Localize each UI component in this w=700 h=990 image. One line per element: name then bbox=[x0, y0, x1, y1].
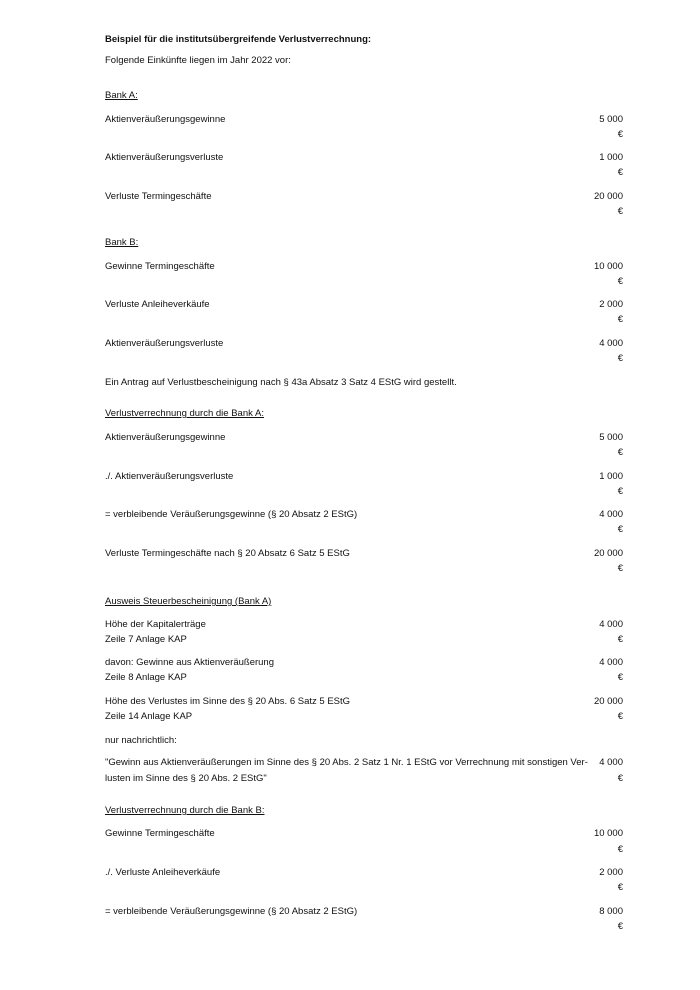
ausweis-quote-line: "Gewinn aus Aktienveräußerungen im Sinne des § 20 Abs. 2 Satz 1 Nr. 1 EStG vor Verrechnung mit sonstigen Ver- bbox=[105, 757, 588, 768]
ausweis-row-label: Höhe der Kapitalerträge bbox=[105, 619, 206, 630]
verrechnung-a-row-label: Aktienveräußerungsgewinne bbox=[105, 432, 226, 443]
ausweis-row-value: 4 000 bbox=[599, 619, 623, 630]
currency-symbol: € bbox=[617, 634, 623, 645]
currency-symbol: € bbox=[617, 447, 623, 458]
verrechnung-a-row-value: 1 000 bbox=[599, 471, 623, 482]
ausweis-row-label: Höhe des Verlustes im Sinne des § 20 Abs. 6 Satz 5 EStG bbox=[105, 696, 351, 707]
bank-b-row-value: 2 000 bbox=[599, 299, 623, 310]
ausweis-heading: Ausweis Steuerbescheinigung (Bank A) bbox=[105, 596, 272, 607]
currency-symbol: € bbox=[617, 167, 623, 178]
verrechnung-b-row-value: 10 000 bbox=[593, 828, 623, 839]
bank-a-row-value: 1 000 bbox=[599, 152, 623, 163]
ausweis-row-sub: Zeile 7 Anlage KAP bbox=[105, 634, 187, 645]
bank-b-row-label: Aktienveräußerungsverluste bbox=[105, 338, 224, 349]
verrechnung-b-row-value: 8 000 bbox=[599, 906, 623, 917]
bank-b-row-label: Verluste Anleiheverkäufe bbox=[105, 299, 210, 310]
verrechnung-a-row-value: 20 000 bbox=[593, 548, 623, 559]
currency-symbol: € bbox=[617, 353, 623, 364]
verrechnung-b-row-label: Gewinne Termingeschäfte bbox=[105, 828, 215, 839]
antrag-text: Ein Antrag auf Verlustbescheinigung nach § 43a Absatz 3 Satz 4 EStG wird gestellt. bbox=[105, 377, 457, 388]
ausweis-quote-line: lusten im Sinne des § 20 Abs. 2 EStG" bbox=[105, 773, 267, 784]
verrechnung-a-row-label: = verbleibende Veräußerungsgewinne (§ 20 Absatz 2 EStG) bbox=[105, 509, 358, 520]
bank-a-row-label: Aktienveräußerungsverluste bbox=[105, 152, 224, 163]
currency-symbol: € bbox=[617, 711, 623, 722]
verrechnung-a-row-label: Verluste Termingeschäfte nach § 20 Absatz 6 Satz 5 EStG bbox=[105, 548, 350, 559]
bank-b-heading: Bank B: bbox=[105, 237, 139, 248]
ausweis-note: nur nachrichtlich: bbox=[105, 735, 177, 746]
intro-text: Folgende Einkünfte liegen im Jahr 2022 vor: bbox=[105, 55, 291, 66]
bank-a-row-label: Aktienveräußerungsgewinne bbox=[105, 114, 226, 125]
verrechnung-b-row-value: 2 000 bbox=[599, 867, 623, 878]
verrechnung-b-heading: Verlustverrechnung durch die Bank B: bbox=[105, 805, 265, 816]
bank-b-row-value: 10 000 bbox=[593, 261, 623, 272]
ausweis-quote-value: 4 000 bbox=[599, 757, 623, 768]
ausweis-row-label: davon: Gewinne aus Aktienveräußerung bbox=[105, 657, 274, 668]
verrechnung-b-row-label: = verbleibende Veräußerungsgewinne (§ 20 Absatz 2 EStG) bbox=[105, 906, 358, 917]
currency-symbol: € bbox=[617, 206, 623, 217]
currency-symbol: € bbox=[617, 882, 623, 893]
verrechnung-a-row-label: ./. Aktienveräußerungsverluste bbox=[105, 471, 234, 482]
bank-b-row-label: Gewinne Termingeschäfte bbox=[105, 261, 215, 272]
ausweis-row-sub: Zeile 8 Anlage KAP bbox=[105, 672, 187, 683]
ausweis-row-value: 4 000 bbox=[599, 657, 623, 668]
bank-b-row-value: 4 000 bbox=[599, 338, 623, 349]
currency-symbol: € bbox=[617, 773, 623, 784]
currency-symbol: € bbox=[617, 129, 623, 140]
verrechnung-a-heading: Verlustverrechnung durch die Bank A: bbox=[105, 408, 264, 419]
currency-symbol: € bbox=[617, 524, 623, 535]
verrechnung-a-row-value: 4 000 bbox=[599, 509, 623, 520]
currency-symbol: € bbox=[617, 672, 623, 683]
currency-symbol: € bbox=[617, 486, 623, 497]
bank-a-heading: Bank A: bbox=[105, 90, 138, 101]
ausweis-row-value: 20 000 bbox=[593, 696, 623, 707]
currency-symbol: € bbox=[617, 921, 623, 932]
bank-a-row-label: Verluste Termingeschäfte bbox=[105, 191, 212, 202]
currency-symbol: € bbox=[617, 844, 623, 855]
document-title: Beispiel für die institutsübergreifende Verlustverrechnung: bbox=[105, 34, 372, 45]
currency-symbol: € bbox=[617, 314, 623, 325]
bank-a-row-value: 20 000 bbox=[593, 191, 623, 202]
currency-symbol: € bbox=[617, 276, 623, 287]
ausweis-row-sub: Zeile 14 Anlage KAP bbox=[105, 711, 193, 722]
verrechnung-a-row-value: 5 000 bbox=[599, 432, 623, 443]
verrechnung-b-row-label: ./. Verluste Anleiheverkäufe bbox=[105, 867, 221, 878]
bank-a-row-value: 5 000 bbox=[599, 114, 623, 125]
currency-symbol: € bbox=[617, 563, 623, 574]
